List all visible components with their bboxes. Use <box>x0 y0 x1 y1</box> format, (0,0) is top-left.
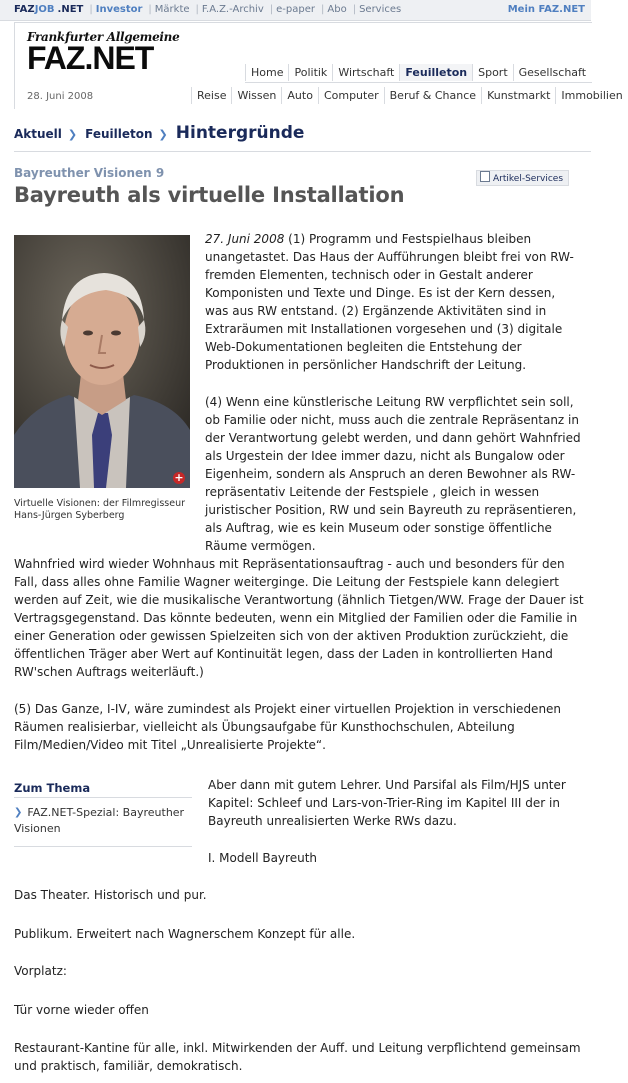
nav-reise[interactable]: Reise <box>191 87 231 104</box>
article-services-label: Artikel-Services <box>493 174 564 184</box>
nav-home[interactable]: Home <box>245 64 288 81</box>
abo-link[interactable]: Abo <box>327 4 347 15</box>
article-paragraph: Publikum. Erweitert nach Wagnerschem Konzept für alle. <box>14 927 356 941</box>
paragraph-text: (1) Programm und Festspielhaus bleiben unangetastet. Das Haus der Aufführungen bleibt frei von RW-fremden Elementen, technisch oder in Gestalt anderer Komponisten und Texte und Dinge. Es ist der Kern dessen, was aus RW entstand. (2) Ergänzende Aktivitäten sind in Extraräumen mit Installationen vorgesehen und (3) digitale Web-Dokumentationen begleiten die Entstehung der Produktionen in persönlicher Handschrift der Leitung. <box>205 232 574 372</box>
chevron-right-icon: ❯ <box>14 807 23 818</box>
breadcrumb <box>14 123 591 152</box>
article-paragraph: Das Theater. Historisch und pur. <box>14 888 207 902</box>
article-kicker: Bayreuther Visionen 9 <box>14 166 165 180</box>
article-paragraph: Restaurant-Kantine für alle, inkl. Mitwirkenden der Auff. und Leitung verpflichtend gemeinsam und praktisch, familiär, demokratisch. <box>14 1041 581 1073</box>
logo-wordmark: FAZ.NET <box>27 40 154 76</box>
article-paragraph: (5) Das Ganze, I-IV, wäre zumindest als Projekt einer virtuellen Projektion in verschiedenen Räumen realisierbar, vielleicht als Übungsaufgabe für Kunsthochschulen, Abteilung Film/Medien/Video mit Titel „Unrealisierte Projekte“. <box>14 702 562 752</box>
nav-immobilien[interactable]: Immobilien <box>555 87 627 104</box>
breadcrumb-feuilleton[interactable]: Feuilleton <box>85 127 153 141</box>
breadcrumb-aktuell[interactable]: Aktuell <box>14 127 62 141</box>
nav-computer[interactable]: Computer <box>318 87 384 104</box>
nav-wirtschaft[interactable]: Wirtschaft <box>332 64 399 81</box>
article-date: 27. Juni 2008 <box>205 232 285 246</box>
investor-link[interactable]: Investor <box>95 4 143 15</box>
article-paragraph: Vorplatz: <box>14 964 67 978</box>
epaper-link[interactable]: e-paper <box>276 4 315 15</box>
related-topic-link[interactable] <box>14 805 194 837</box>
primary-nav <box>245 64 592 83</box>
article-services-button[interactable] <box>476 170 569 186</box>
secondary-nav <box>191 87 623 105</box>
article-paragraph: Tür vorne wieder offen <box>14 1003 149 1017</box>
document-icon <box>480 171 490 182</box>
current-date: 28. Juni 2008 <box>27 91 94 102</box>
article-photo[interactable] <box>14 235 190 488</box>
article-paragraph: Aber dann mit gutem Lehrer. Und Parsifal als Film/HJS unter Kapitel: Schleef und Lars-von-Trier-Ring im Kapitel III der in Bayreuth unrealisierten Werke RWs dazu. <box>208 778 566 828</box>
nav-gesellschaft[interactable]: Gesellschaft <box>513 64 591 81</box>
nav-wissen[interactable]: Wissen <box>231 87 281 104</box>
chevron-right-icon: ❯ <box>158 128 168 141</box>
maerkte-link[interactable]: Märkte <box>154 4 190 15</box>
fazjob-link[interactable]: FAZJOB .NET <box>14 4 84 15</box>
services-link[interactable]: Services <box>359 4 402 15</box>
faznet-logo[interactable] <box>27 30 180 76</box>
logo-wordmark-top: Frankfurter Allgemeine <box>27 30 180 44</box>
archiv-link[interactable]: F.A.Z.-Archiv <box>201 4 264 15</box>
related-topics-title: Zum Thema <box>14 781 192 798</box>
nav-sport[interactable]: Sport <box>472 64 513 81</box>
breadcrumb-current: Hintergründe <box>175 123 305 143</box>
article-paragraph: Wahnfried wird wieder Wohnhaus mit Repräsentationsauftrag - auch und besonders für den Fall, dass alles ohne Familie Wagner weiterginge. Die Leitung der Festspiele kann delegiert werden auf Zeit, wie die musikalische Verantwortung (ähnlich Tietgen/WW. Frage der Dauer ist Vertragsgegenstand. Das könnte bedeuten, wenn ein Mitglied der Familien oder die Familie in einer Generation oder gewissen Spielzeiten sich von der aktiven Produktion zurückzieht, die öffentlichen Träger aber Wert auf Kontinuität legen, dass der Laden in kontrollierten Hand RW'schen Auftrags weiterläuft.) <box>14 557 584 679</box>
enlarge-image-icon[interactable]: + <box>174 471 184 484</box>
nav-auto[interactable]: Auto <box>281 87 318 104</box>
site-header <box>14 22 623 109</box>
article-headline: Bayreuth als virtuelle Installation <box>14 183 405 207</box>
mein-faznet-link[interactable]: Mein FAZ.NET <box>507 4 585 15</box>
chevron-right-icon: ❯ <box>67 128 78 141</box>
nav-beruf[interactable]: Beruf & Chance <box>384 87 481 104</box>
portrait-image <box>14 235 190 488</box>
article-paragraph: I. Modell Bayreuth <box>208 851 318 865</box>
nav-feuilleton[interactable]: Feuilleton <box>399 64 472 81</box>
photo-caption: Virtuelle Visionen: der Filmregisseur Hans-Jürgen Syberberg <box>14 498 185 521</box>
nav-politik[interactable]: Politik <box>288 64 332 81</box>
divider <box>14 846 192 847</box>
article-paragraph <box>205 230 581 374</box>
utility-bar: FAZJOB .NET | Investor | Märkte | F.A.Z.-Archiv | e-paper | Abo | Services Mein FAZ.NET <box>0 0 591 21</box>
article-paragraph: (4) Wenn eine künstlerische Leitung RW verpflichtet sein soll, ob Familie oder nicht, muss auch die zentrale Repräsentanz in der Verantwortung gelebt werden, und dann gehört Wahnfried als Urgestein der Idee immer dazu, nicht als Bungalow oder Eigenheim, sondern als Anspruch an deren Bewohner als RW-repräsentativ Leitende der Festspiele , gleich in wessen juristischer Position, RW und sein Bayreuth zu repräsentieren, als Auftrag, wie es kein Museum oder sonstige öffentliche Räume vermögen. <box>205 395 581 553</box>
nav-kunstmarkt[interactable]: Kunstmarkt <box>481 87 555 104</box>
related-topic-label: FAZ.NET-Spezial: Bayreuther Visionen <box>14 806 185 835</box>
